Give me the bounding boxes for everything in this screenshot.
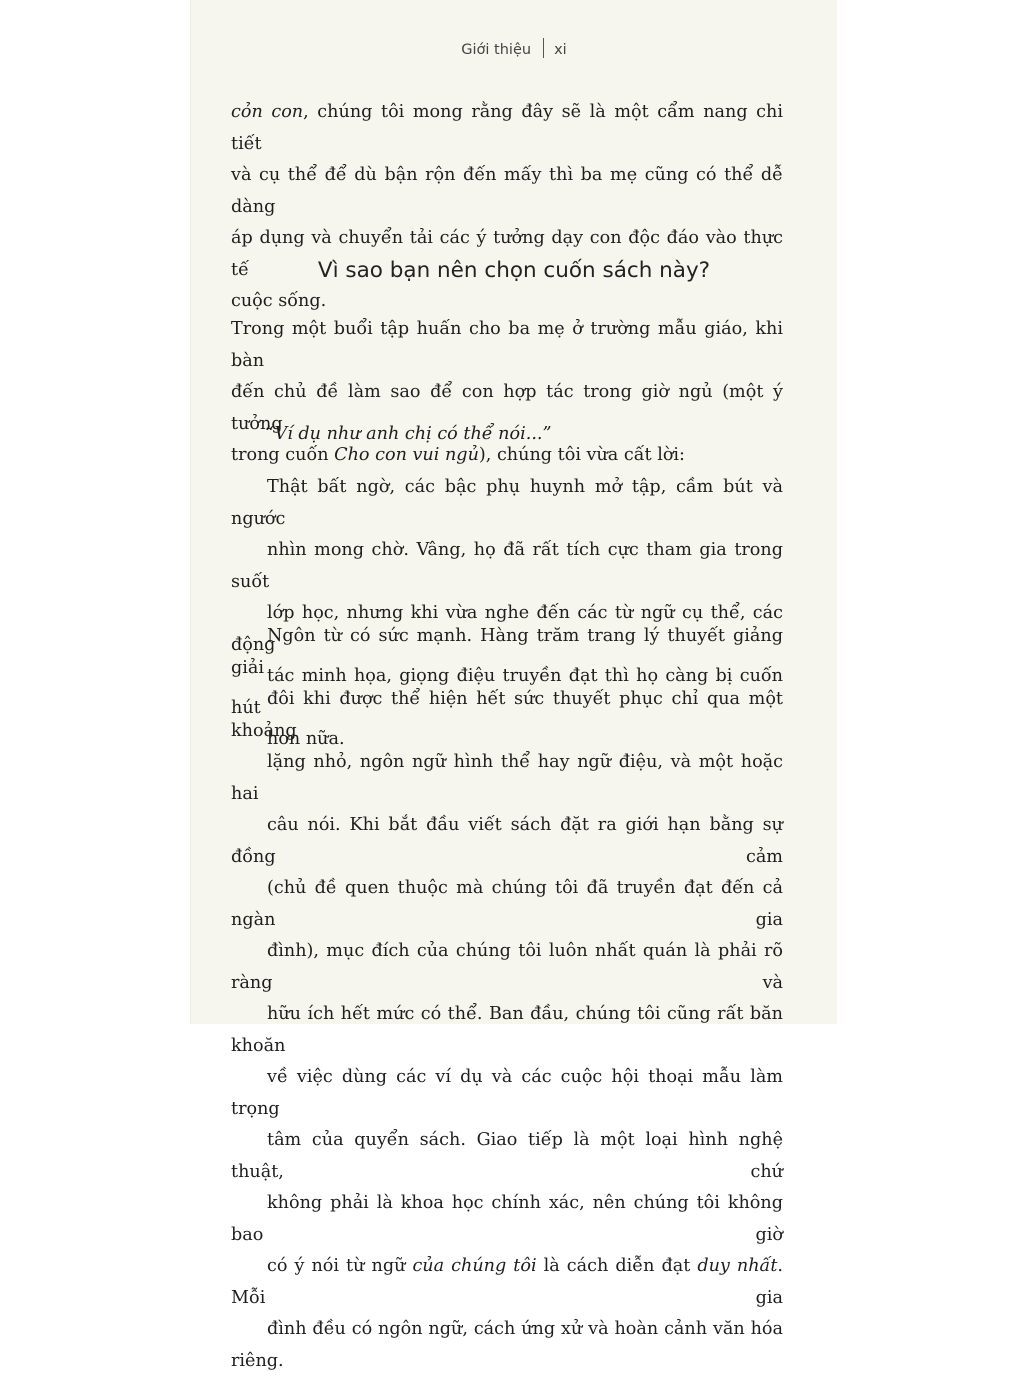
text-line: không phải là khoa học chính xác, nên chúng tôi không bao giờ	[231, 1193, 783, 1245]
text-line: nhìn mong chờ. Vâng, họ đã rất tích cực tham gia trong suốt	[231, 540, 783, 592]
text-line: câu nói. Khi bắt đầu viết sách đặt ra giới hạn bằng sự đồng cảm	[231, 815, 783, 867]
text-line: và cụ thể để dù bận rộn đến mấy thì ba mẹ cũng có thể dễ dàng	[231, 165, 783, 217]
text-line: lặng nhỏ, ngôn ngữ hình thể hay ngữ điệu, và một hoặc hai	[231, 752, 783, 804]
text-line: cỏn con, chúng tôi mong rằng đây sẽ là một cẩm nang chi tiết	[231, 102, 783, 154]
text-line: lớp học, nhưng khi vừa nghe đến các từ ngữ cụ thể, các động	[231, 603, 783, 655]
section-heading: Vì sao bạn nên chọn cuốn sách này?	[317, 258, 711, 283]
text-line: trong cuốn Cho con vui ngủ), chúng tôi vừa cất lời:	[231, 445, 685, 465]
paragraph-words-power	[231, 621, 783, 1377]
text-line: cuộc sống.	[231, 291, 327, 311]
section-title: Giới thiệu	[461, 42, 532, 58]
text-line: hơn nữa.	[267, 729, 345, 749]
text-line: đến chủ đề làm sao để con hợp tác trong giờ ngủ (một ý tưởng	[231, 382, 783, 434]
text-line: về việc dùng các ví dụ và các cuộc hội thoại mẫu làm trọng	[231, 1067, 783, 1119]
text-line: đình đều có ngôn ngữ, cách ứng xử và hoàn cảnh văn hóa riêng.	[231, 1319, 783, 1371]
text-line: (chủ đề quen thuộc mà chúng tôi đã truyền đạt đến cả ngàn gia	[231, 878, 783, 930]
header-divider	[543, 38, 544, 58]
text-line: đôi khi được thể hiện hết sức thuyết phục chỉ qua một khoảng	[231, 689, 783, 741]
text-line: có ý nói từ ngữ của chúng tôi là cách diễn đạt duy nhất. Mỗi gia	[231, 1256, 783, 1308]
text-line: tác minh họa, giọng điệu truyền đạt thì họ càng bị cuốn hút	[231, 666, 783, 718]
text-line: Trong một buổi tập huấn cho ba mẹ ở trường mẫu giáo, khi bàn	[231, 319, 783, 371]
text-line: hữu ích hết mức có thể. Ban đầu, chúng tôi cũng rất băn khoăn	[231, 1004, 783, 1056]
paragraph-intro-continued	[231, 97, 783, 318]
text-line: áp dụng và chuyển tải các ý tưởng dạy con độc đáo vào thực tế	[231, 228, 783, 280]
text-line: tâm của quyển sách. Giao tiếp là một loại hình nghệ thuật, chứ	[231, 1130, 783, 1182]
quote-line: “Ví dụ như anh chị có thể nói...”	[265, 424, 552, 444]
book-page	[190, 0, 837, 1371]
text-line: Ngôn từ có sức mạnh. Hàng trăm trang lý thuyết giảng giải	[231, 626, 783, 678]
book-title: Cho con vui ngủ	[334, 445, 479, 465]
page-number: xi	[554, 42, 567, 58]
paragraph-workshop	[231, 314, 783, 472]
running-header	[191, 38, 837, 58]
text-line: Thật bất ngờ, các bậc phụ huynh mở tập, cầm bút và ngước	[231, 477, 783, 529]
text-line: đình), mục đích của chúng tôi luôn nhất quán là phải rõ ràng và	[231, 941, 783, 993]
